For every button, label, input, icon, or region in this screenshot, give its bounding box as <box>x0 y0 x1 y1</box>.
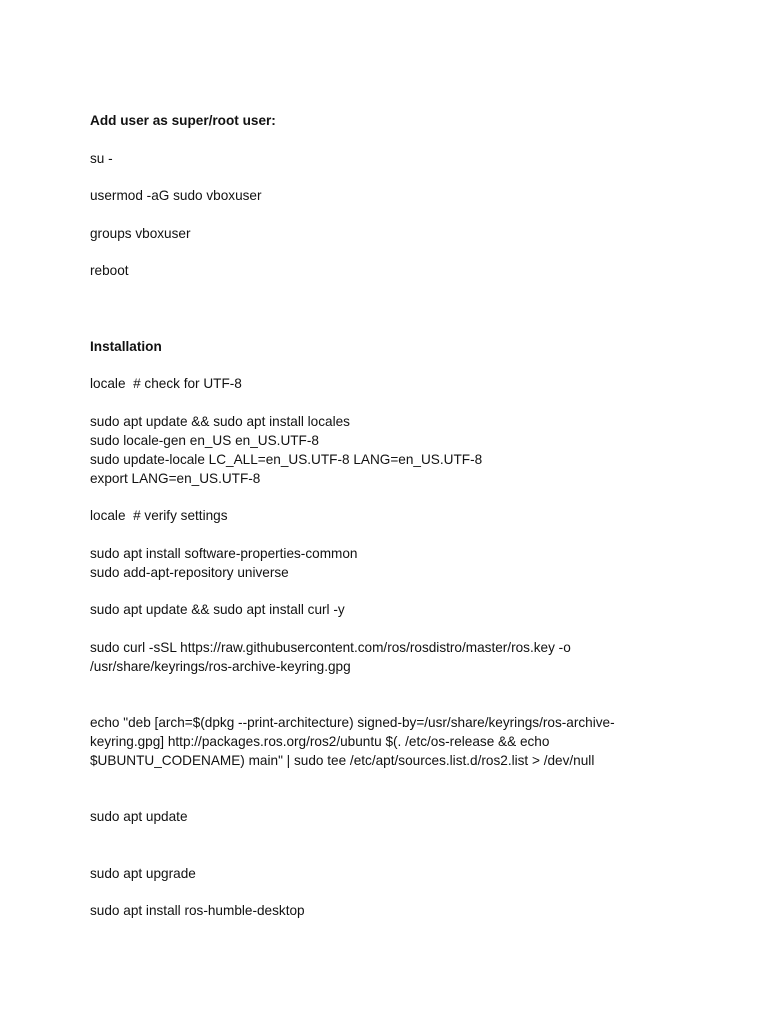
command-line: sudo apt upgrade <box>90 866 196 881</box>
command-line: usermod -aG sudo vboxuser <box>90 188 262 203</box>
command-line: locale # check for UTF-8 <box>90 376 242 391</box>
command-line: /usr/share/keyrings/ros-archive-keyring.gpg <box>90 659 351 674</box>
section-heading-super-user: Add user as super/root user: <box>90 113 276 128</box>
command-line: sudo curl -sSL https://raw.githubusercontent.com/ros/rosdistro/master/ros.key -o <box>90 640 571 655</box>
command-line: sudo add-apt-repository universe <box>90 565 289 580</box>
command-line: groups vboxuser <box>90 226 191 241</box>
command-line: locale # verify settings <box>90 508 228 523</box>
section-heading-installation: Installation <box>90 339 162 354</box>
command-line: sudo apt update && sudo apt install locales <box>90 414 350 429</box>
command-line: sudo update-locale LC_ALL=en_US.UTF-8 LANG=en_US.UTF-8 <box>90 452 483 467</box>
command-line: echo "deb [arch=$(dpkg --print-architecture) signed-by=/usr/share/keyrings/ros-archive- <box>90 715 615 730</box>
command-line: sudo apt install software-properties-common <box>90 546 358 561</box>
command-line: keyring.gpg] http://packages.ros.org/ros2/ubuntu $(. /etc/os-release && echo <box>90 734 550 749</box>
command-line: sudo locale-gen en_US en_US.UTF-8 <box>90 433 319 448</box>
command-line: sudo apt update && sudo apt install curl -y <box>90 602 345 617</box>
command-line: sudo apt update <box>90 809 188 824</box>
command-line: $UBUNTU_CODENAME) main" | sudo tee /etc/apt/sources.list.d/ros2.list > /dev/null <box>90 753 595 768</box>
command-line: export LANG=en_US.UTF-8 <box>90 471 261 486</box>
command-line: reboot <box>90 263 129 278</box>
command-line: su - <box>90 151 113 166</box>
command-line: sudo apt install ros-humble-desktop <box>90 903 305 918</box>
